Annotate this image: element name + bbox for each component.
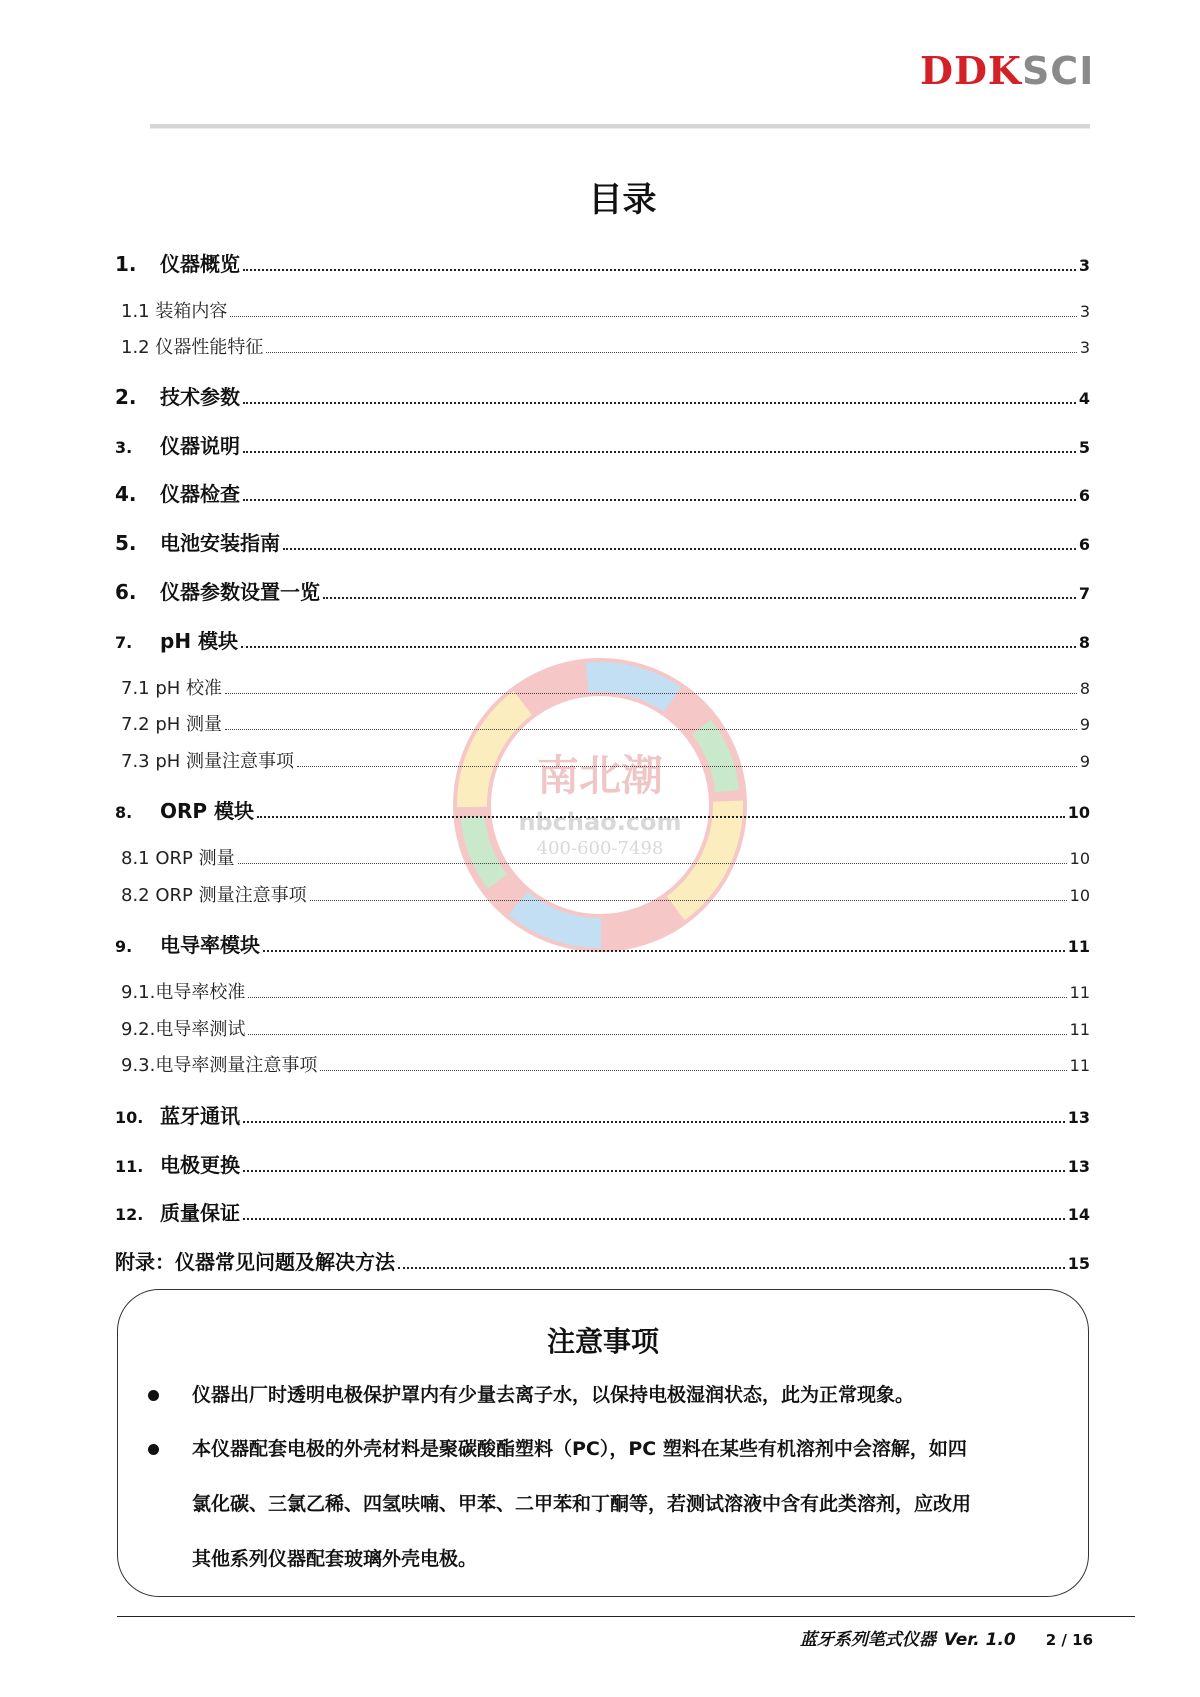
toc-entry-page: 11: [1067, 937, 1090, 956]
toc-entry-page: 6: [1078, 486, 1090, 505]
toc-dot-leader: [323, 597, 1076, 599]
toc-entry-label: 9.1.电导率校准: [121, 982, 246, 1003]
footer-page-number: 2 / 16: [1045, 1631, 1093, 1649]
toc-entry-number: 12.: [115, 1205, 144, 1224]
toc-entry-number: 7.: [115, 633, 133, 652]
toc-entry-page: 8: [1078, 633, 1090, 652]
toc-dot-leader: [243, 1121, 1065, 1123]
watermark-brand: 南北潮: [536, 751, 664, 800]
toc-entry[interactable]: [121, 881, 1090, 907]
toc-entry[interactable]: [121, 297, 1090, 323]
footer-series: 蓝牙系列笔式仪器: [799, 1630, 936, 1650]
toc-entry-page: 3: [1079, 302, 1090, 321]
toc-entry-page: 9: [1079, 752, 1090, 771]
toc-dot-leader: [263, 950, 1065, 952]
toc-entry-number: 5.: [115, 531, 137, 555]
toc-entry[interactable]: [121, 747, 1090, 773]
toc-entry[interactable]: [115, 625, 1090, 654]
toc-entry-page: 11: [1069, 983, 1090, 1002]
toc-entry-page: 13: [1067, 1157, 1090, 1176]
bullet-icon: [148, 1390, 159, 1401]
toc-entry-label: 蓝牙通讯: [160, 1104, 240, 1128]
toc-entry[interactable]: [115, 795, 1090, 824]
footer-divider: [117, 1616, 1135, 1617]
toc-entry-page: 8: [1079, 679, 1090, 698]
toc-entry-label: 7.2 pH 测量: [121, 714, 223, 735]
toc-entry-number: 10.: [115, 1108, 144, 1127]
toc-entry-label: 仪器参数设置一览: [160, 580, 320, 604]
toc-entry-number: 6.: [115, 580, 137, 604]
toc-entry[interactable]: [121, 333, 1090, 359]
toc-dot-leader: [243, 499, 1076, 501]
toc-dot-leader: [266, 352, 1076, 353]
toc-entry-number: 2.: [115, 385, 137, 409]
toc-entry[interactable]: [115, 929, 1090, 958]
toc-entry[interactable]: [121, 674, 1090, 700]
toc-dot-leader: [243, 1170, 1065, 1172]
toc-entry-page: 11: [1069, 1020, 1090, 1039]
toc-entry-page: 10: [1069, 849, 1090, 868]
toc-entry-label: 仪器概览: [160, 252, 240, 276]
toc-dot-leader: [310, 900, 1067, 901]
toc-entry-label: 电导率模块: [160, 933, 260, 957]
toc-entry-number: 1.: [115, 252, 137, 276]
toc-entry[interactable]: [115, 1197, 1090, 1226]
toc-entry-page: 3: [1079, 338, 1090, 357]
toc-entry-label: 附录：仪器常见问题及解决方法: [115, 1250, 395, 1274]
toc-entry-label: 技术参数: [160, 385, 240, 409]
toc-dot-leader: [243, 269, 1076, 271]
logo-sci: SCI: [1021, 49, 1095, 93]
logo-ddk: DDK: [920, 48, 1022, 93]
toc-dot-leader: [243, 451, 1076, 453]
toc-entry-page: 5: [1078, 438, 1090, 457]
brand-logo: [920, 48, 1094, 93]
toc-dot-leader: [225, 693, 1077, 694]
toc-entry-page: 13: [1067, 1108, 1090, 1127]
toc-entry-page: 14: [1067, 1205, 1090, 1224]
toc-dot-leader: [283, 548, 1076, 550]
toc-entry-label: 质量保证: [160, 1201, 240, 1225]
toc-entry[interactable]: [115, 381, 1090, 410]
notice-box: [117, 1289, 1089, 1597]
toc-dot-leader: [248, 997, 1066, 998]
toc-entry-page: 15: [1067, 1254, 1090, 1273]
toc-entry-label: 仪器说明: [160, 434, 240, 458]
toc-entry[interactable]: [115, 1246, 1090, 1275]
toc-entry[interactable]: [115, 478, 1090, 507]
toc-entry[interactable]: [121, 710, 1090, 736]
toc-dot-leader: [257, 816, 1065, 818]
toc-entry[interactable]: [121, 978, 1090, 1004]
toc-entry[interactable]: [115, 527, 1090, 556]
toc-entry-page: 10: [1069, 886, 1090, 905]
header-divider: [150, 124, 1090, 129]
toc-entry-label: 仪器检查: [160, 482, 240, 506]
toc-entry-page: 7: [1078, 584, 1090, 603]
toc-entry-label: 电池安装指南: [160, 531, 280, 555]
toc-entry-label: 7.3 pH 测量注意事项: [121, 751, 295, 772]
toc-entry-label: 电极更换: [160, 1153, 240, 1177]
toc-dot-leader: [243, 402, 1076, 404]
toc-entry-number: 9.: [115, 937, 133, 956]
watermark-phone: 400-600-7498: [536, 838, 664, 859]
toc-entry-number: 11.: [115, 1157, 144, 1176]
toc-entry[interactable]: [115, 1149, 1090, 1178]
toc-entry[interactable]: [115, 576, 1090, 605]
toc-entry-label: 1.1 装箱内容: [121, 301, 228, 322]
toc-entry-label: 8.1 ORP 测量: [121, 848, 235, 869]
toc-dot-leader: [243, 1218, 1065, 1220]
toc-entry[interactable]: [115, 248, 1090, 277]
watermark-site: nbchao.com: [518, 808, 682, 836]
toc-entry-label: 9.3.电导率测量注意事项: [121, 1055, 318, 1076]
toc-entry-page: 4: [1078, 389, 1090, 408]
notice-title: 注意事项: [546, 1325, 659, 1358]
toc-entry-label: pH 模块: [160, 629, 239, 653]
toc-dot-leader: [225, 729, 1077, 730]
toc-dot-leader: [297, 766, 1077, 767]
toc-dot-leader: [398, 1267, 1065, 1269]
toc-dot-leader: [241, 646, 1076, 648]
toc-entry-page: 10: [1067, 803, 1090, 822]
toc-entry-number: 8.: [115, 803, 133, 822]
toc-entry-label: ORP 模块: [160, 799, 255, 823]
notice-item-line: 其他系列仪器配套玻璃外壳电极。: [192, 1548, 478, 1570]
toc-entry-label: 8.2 ORP 测量注意事项: [121, 885, 307, 906]
toc-dot-leader: [248, 1034, 1066, 1035]
toc-entry[interactable]: [121, 1051, 1090, 1077]
toc-entry-page: 9: [1079, 715, 1090, 734]
toc-entry-page: 3: [1078, 256, 1090, 275]
notice-item-line: 氯化碳、三氯乙稀、四氢呋喃、甲苯、二甲苯和丁酮等，若测试溶液中含有此类溶剂，应改用: [192, 1493, 972, 1515]
toc-entry[interactable]: [115, 1100, 1090, 1129]
toc-dot-leader: [238, 863, 1067, 864]
bullet-icon: [148, 1444, 159, 1455]
toc-entry-number: 3.: [115, 438, 133, 457]
toc-dot-leader: [320, 1070, 1066, 1071]
toc-entry-label: 1.2 仪器性能特征: [121, 337, 264, 358]
toc-dot-leader: [230, 316, 1076, 317]
footer-version: Ver. 1.0: [943, 1630, 1016, 1650]
toc-entry[interactable]: [121, 844, 1090, 870]
toc-entry-page: 11: [1069, 1056, 1090, 1075]
toc-entry-label: 9.2.电导率测试: [121, 1019, 246, 1040]
notice-item-text: 仪器出厂时透明电极保护罩内有少量去离子水，以保持电极湿润状态，此为正常现象。: [192, 1384, 915, 1406]
toc-entry-number: 4.: [115, 482, 137, 506]
toc-entry[interactable]: [121, 1015, 1090, 1041]
notice-item: [148, 1422, 1068, 1587]
toc-entry-label: 7.1 pH 校准: [121, 678, 223, 699]
toc-entry[interactable]: [115, 430, 1090, 459]
notice-item-line: 本仪器配套电极的外壳材料是聚碳酸酯塑料（PC），PC 塑料在某些有机溶剂中会溶解，如四: [192, 1438, 967, 1460]
toc-title: 目录: [588, 180, 657, 220]
page-footer: [0, 1625, 1093, 1650]
notice-item: [148, 1368, 1068, 1423]
toc-entry-page: 6: [1078, 535, 1090, 554]
